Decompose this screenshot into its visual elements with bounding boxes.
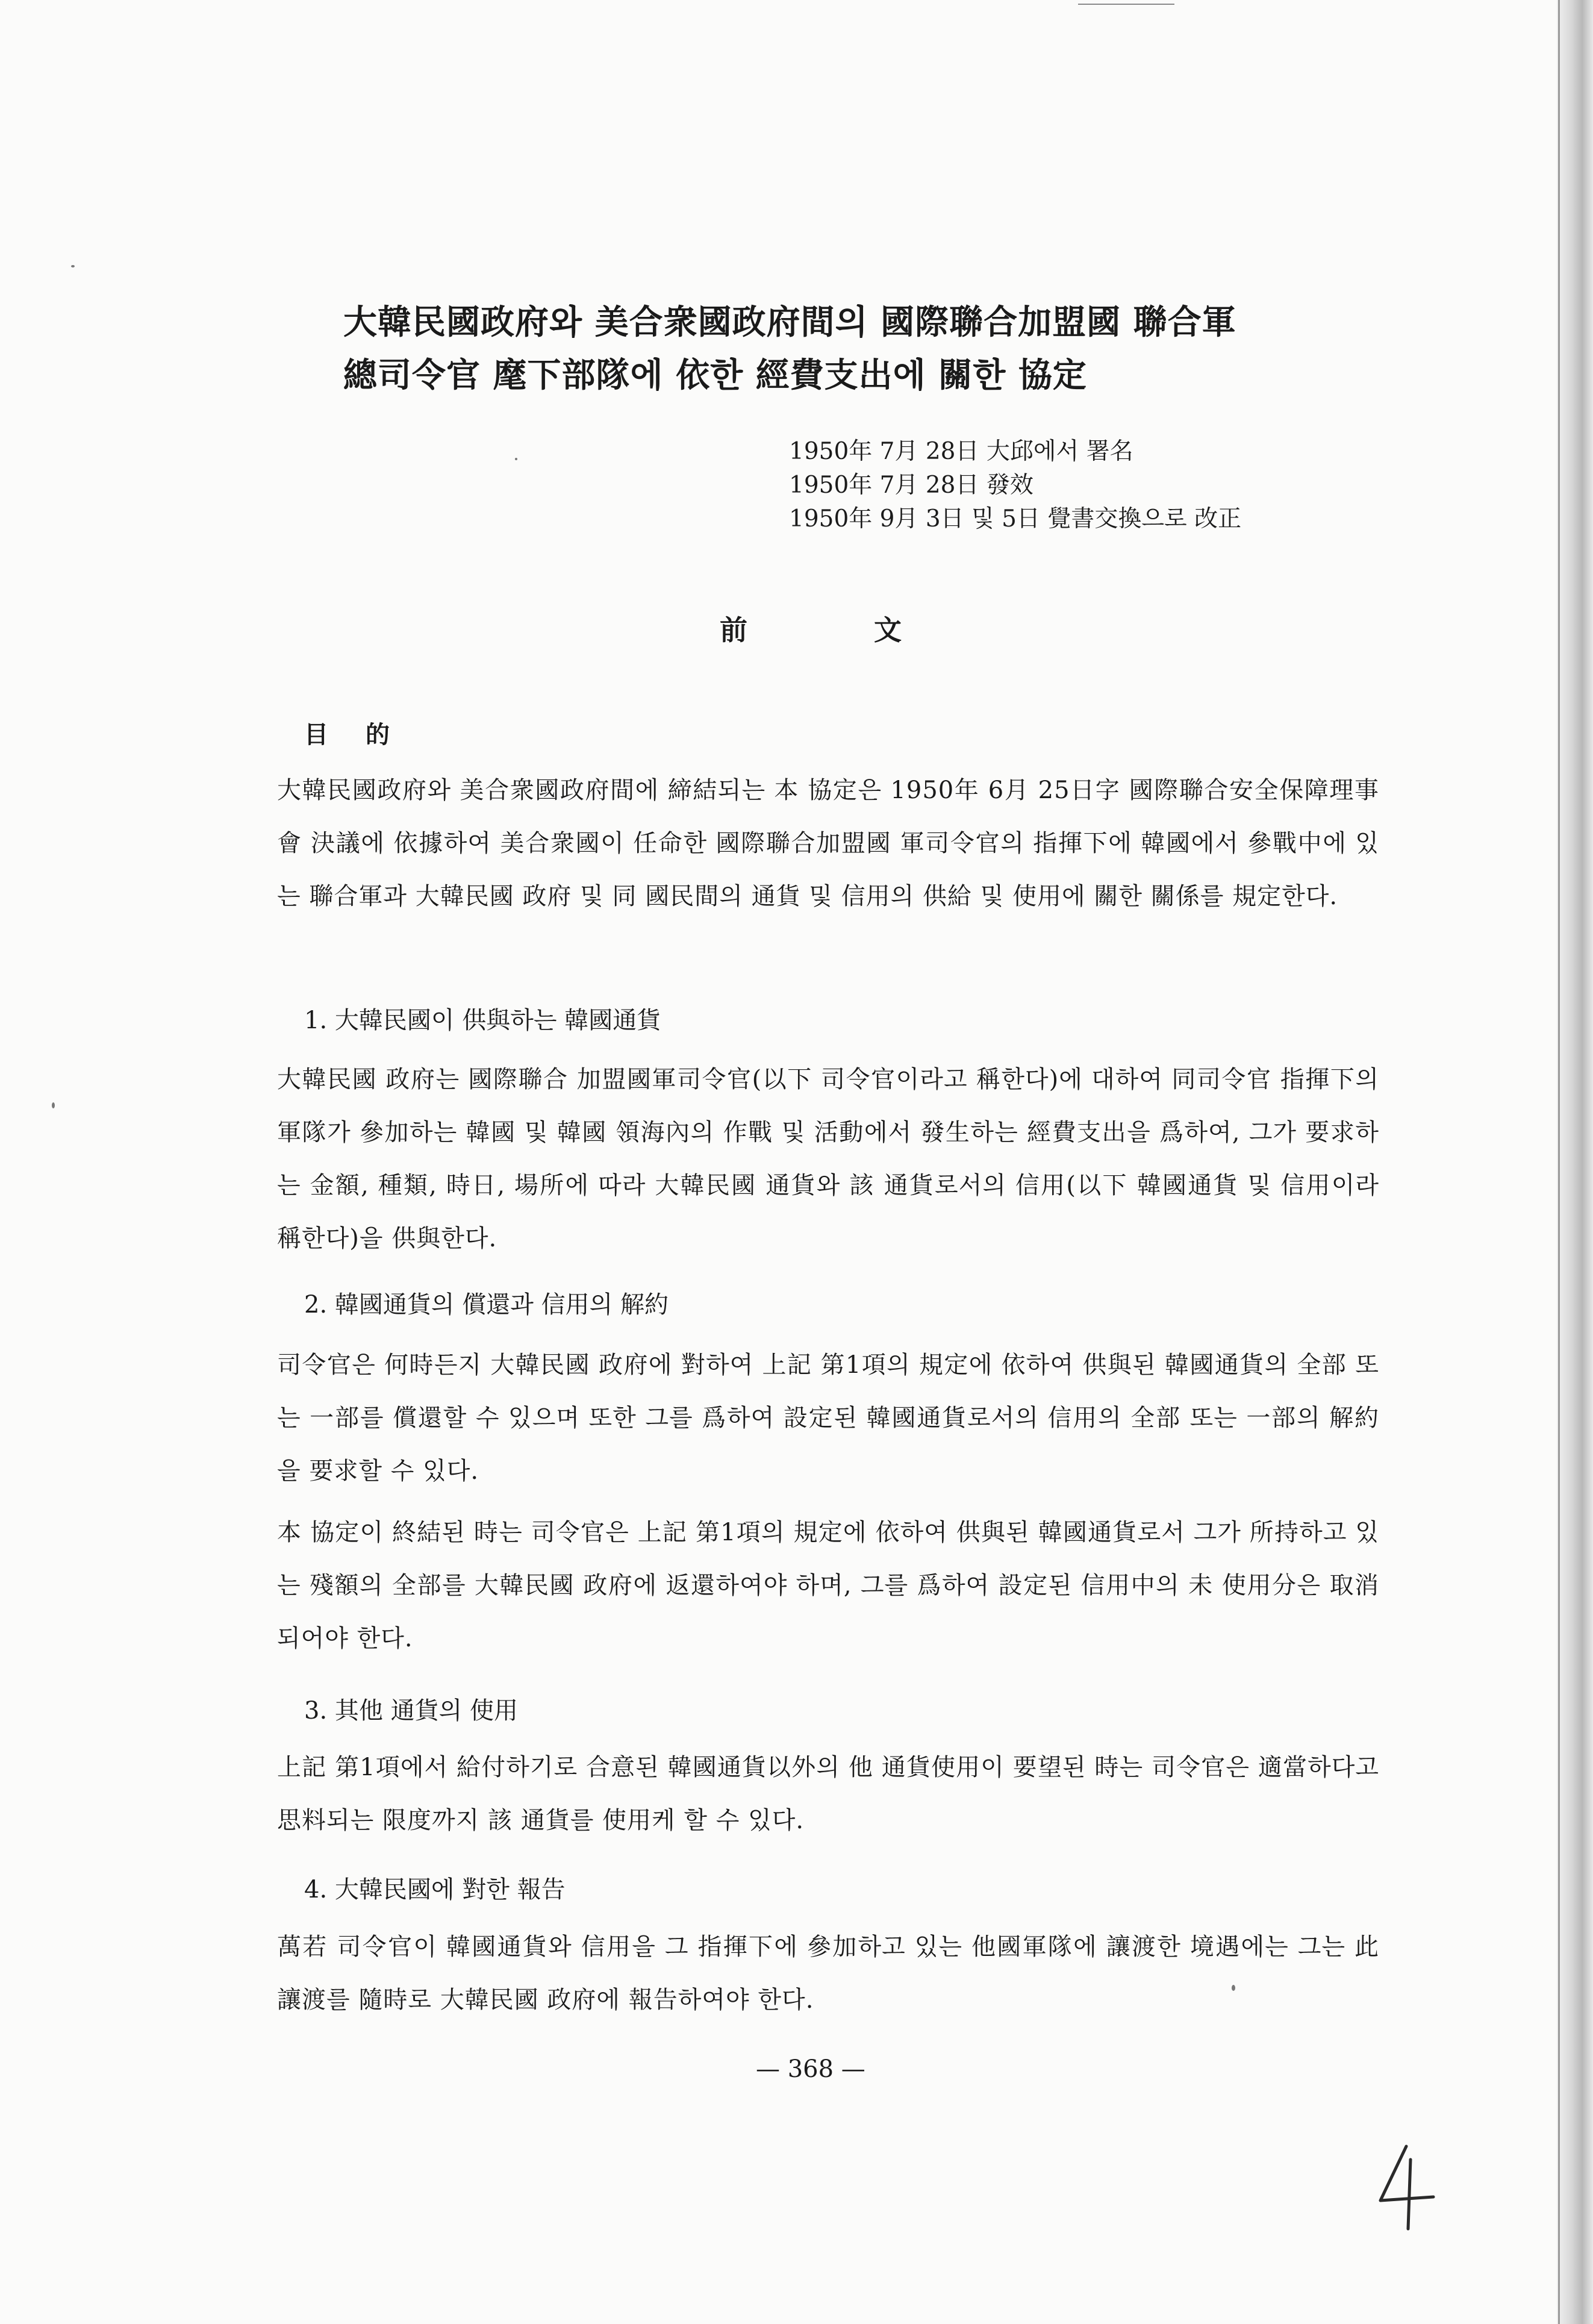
scan-speck	[515, 458, 517, 460]
title-line-2: 總司令官 麾下部隊에 依한 經費支出에 關한 協定	[343, 356, 1087, 395]
scan-edge	[1557, 0, 1593, 2324]
date-block	[789, 435, 1241, 536]
section-3-heading: 3. 其他 通貨의 使用	[304, 1697, 518, 1725]
section-2-paragraph-1: 司令官은 何時든지 大韓民國 政府에 對하여 上記 第1項의 規定에 依하여 供與된 韓國通貨의 全部 또는 一部를 償還할 수 있으며 또한 그를 爲하여 設定된 韓國通貨로서의 信用의 全部 또는 一部의 解約을 要求할 수 있다.	[277, 1351, 1379, 1485]
section-4-paragraph: 萬若 司令官이 韓國通貨와 信用을 그 指揮下에 參加하고 있는 他國軍隊에 讓渡한 境遇에는 그는 此 讓渡를 隨時로 大韓民國 政府에 報告하여야 한다.	[277, 1933, 1379, 2014]
scan-speck	[71, 265, 75, 267]
date-effective: 1950年 7月 28日 發效	[789, 472, 1033, 499]
scan-speck	[52, 1102, 55, 1108]
title-line-1: 大韓民國政府와 美合衆國政府間의 國際聯合加盟國 聯合軍	[343, 303, 1236, 342]
section-3-paragraph: 上記 第1項에서 給付하기로 合意된 韓國通貨以外의 他 通貨使用이 要望된 時는 司令官은 適當하다고 思料되는 限度까지 該 通貨를 使用케 할 수 있다.	[277, 1754, 1379, 1834]
page-number: — 368 —	[756, 2055, 865, 2083]
document-title	[343, 296, 1367, 402]
section-1-paragraph: 大韓民國 政府는 國際聯合 加盟國軍司令官(以下 司令官이라고 稱한다)에 대하여 同司令官 指揮下의 軍隊가 參加하는 韓國 및 韓國 領海內의 作戰 및 活動에서 發生하는 經費支出을 爲하여, 그가 要求하는 金額, 種類, 時日, 場所에 따라 大韓民國 通貨와 該 通貨로서의 信用(以下 韓國通貨 및 信用이라 稱한다)을 供與한다.	[277, 1066, 1379, 1252]
preamble-heading: 前文	[720, 614, 1028, 646]
scan-artifact-line	[1078, 4, 1174, 5]
purpose-paragraph: 大韓民國政府와 美合衆國政府間에 締結되는 本 協定은 1950年 6月 25日字 國際聯合安全保障理事會 決議에 依據하여 美合衆國이 任命한 國際聯合加盟國 軍司令官의 指揮下에 韓國에서 參戰中에 있는 聯合軍과 大韓民國 政府 및 同 國民間의 通貨 및 信用의 供給 및 使用에 關한 關係를 規定한다.	[277, 776, 1379, 910]
handwritten-mark	[1373, 2141, 1439, 2232]
date-amended: 1950年 9月 3日 및 5日 覺書交換으로 改正	[789, 505, 1242, 533]
section-2-paragraph-2: 本 協定이 終結된 時는 司令官은 上記 第1項의 規定에 依하여 供與된 韓國通貨로서 그가 所持하고 있는 殘額의 全部를 大韓民國 政府에 返還하여야 하며, 그를 爲하여 設定된 信用中의 未 使用分은 取消되어야 한다.	[277, 1519, 1379, 1652]
scan-edge-line	[1558, 0, 1560, 2324]
section-1-heading: 1. 大韓民國이 供與하는 韓國通貨	[304, 1007, 661, 1034]
date-signed: 1950年 7月 28日 大邱에서 署名	[789, 438, 1133, 465]
purpose-heading: 目的	[304, 721, 427, 749]
section-2-heading: 2. 韓國通貨의 償還과 信用의 解約	[304, 1291, 669, 1319]
section-4-heading: 4. 大韓民國에 對한 報告	[304, 1876, 566, 1904]
